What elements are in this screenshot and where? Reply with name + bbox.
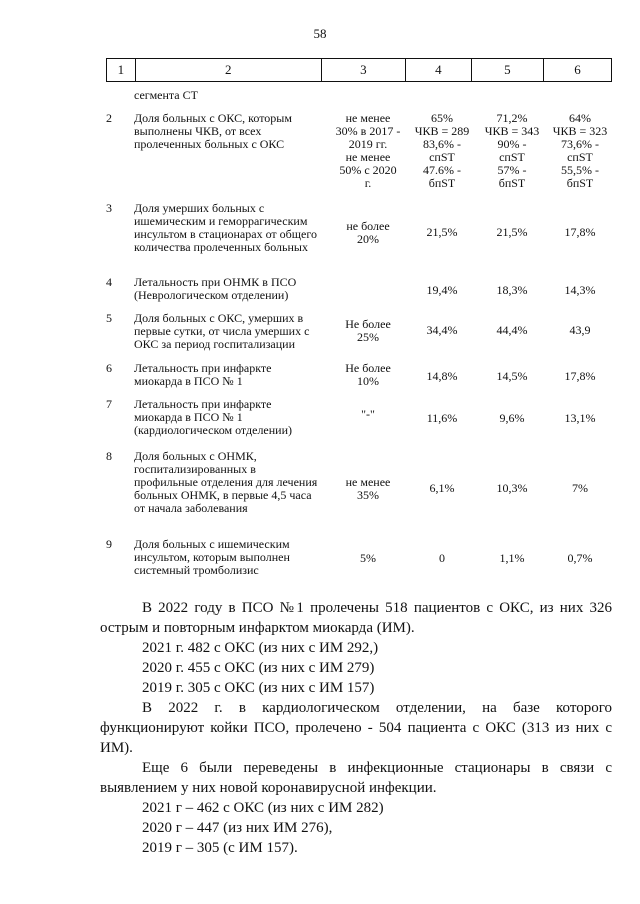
paragraph-2022-cardiology: В 2022 г. в кардиологическом отделении, на базе которого функционируют койки ПСО, пролечено - 504 пациента с ОКС (313 из них с ИМ). [100, 700, 612, 756]
value-col-5: 1,1% [499, 551, 525, 565]
header-cell-2: 2 [135, 59, 321, 82]
row-number: 3 [106, 201, 112, 215]
report-text [100, 598, 612, 858]
line-2021: 2021 г. 482 с ОКС (из них с ИМ 292,) [142, 640, 379, 656]
header-cell-6: 6 [543, 59, 611, 82]
value-col-4: 21,5% [426, 225, 458, 239]
row-number: 9 [106, 537, 112, 551]
value-col-5: 18,3% [496, 283, 528, 297]
value-col-6: 13,1% [564, 411, 596, 425]
value-col-5: 9,6% [499, 411, 525, 425]
value-col-5: 21,5% [496, 225, 528, 239]
value-col-4: 6,1% [429, 481, 455, 495]
value-col-6: 64% ЧКВ = 323 73,6% - спST 55,5% - бпST [552, 111, 608, 190]
value-col-5: 14,5% [496, 369, 528, 383]
paragraph-transfers: Еще 6 были переведены в инфекционные стационары в связи с выявлением у них новой коронавирусной инфекции. [100, 760, 612, 796]
header-cell-1: 1 [107, 59, 136, 82]
target-value: не менее 35% [345, 475, 391, 502]
line-2020-b: 2020 г – 447 (из них ИМ 276), [142, 820, 333, 836]
row-description: Летальность при ОНМК в ПСО (Неврологическом отделении) [134, 275, 297, 302]
row-description: Летальность при инфаркте миокарда в ПСО № 1 (кардиологическом отделении) [134, 397, 293, 437]
value-col-6: 43,9 [569, 323, 591, 337]
value-col-5: 10,3% [496, 481, 528, 495]
row-number: 6 [106, 361, 112, 375]
target-value: 5% [360, 551, 376, 565]
header-cell-4: 4 [405, 59, 471, 82]
row-number: 5 [106, 311, 112, 325]
line-2021-b: 2021 г – 462 с ОКС (из них с ИМ 282) [142, 800, 384, 816]
value-col-4: 0 [439, 551, 445, 565]
value-col-4: 19,4% [426, 283, 458, 297]
target-value: Не более 10% [345, 361, 391, 388]
line-2020: 2020 г. 455 с ОКС (из них с ИМ 279) [142, 660, 375, 676]
row-description: Доля больных с ОКС, которым выполнены ЧКВ, от всех пролеченных больных с ОКС [134, 111, 292, 151]
value-col-6: 7% [572, 481, 588, 495]
value-col-6: 17,8% [564, 369, 596, 383]
target-value: "-" [361, 407, 375, 421]
continuation-text: сегмента СТ [134, 88, 198, 102]
row-description: Доля больных с ОКС, умерших в первые сутки, от числа умерших с ОКС за период госпитализации [134, 311, 310, 351]
paragraph-2022-pso: В 2022 году в ПСО №1 пролечены 518 пациентов с ОКС, из них 326 острым и повторным инфарктом миокарда (ИМ). [100, 600, 612, 636]
target-value: не более 20% [346, 219, 390, 246]
row-number: 8 [106, 449, 112, 463]
row-description: Доля больных с ОНМК, госпитализированных в профильные отделения для лечения больных ОНМК, в первые 4,5 часа от начала заболевания [134, 449, 318, 515]
value-col-5: 71,2% ЧКВ = 343 90% - спST 57% - бпST [484, 111, 540, 190]
value-col-4: 11,6% [426, 411, 458, 425]
row-description: Доля больных с ишемическим инсультом, которым выполнен системный тромболизис [134, 537, 290, 577]
page-number: 58 [313, 26, 327, 41]
value-col-4: 34,4% [426, 323, 458, 337]
value-col-6: 14,3% [564, 283, 596, 297]
target-value: Не более 25% [345, 317, 391, 344]
value-col-5: 44,4% [496, 323, 528, 337]
value-col-6: 0,7% [567, 551, 593, 565]
header-cell-3: 3 [321, 59, 405, 82]
value-col-4: 14,8% [426, 369, 458, 383]
line-2019: 2019 г. 305 с ОКС (из них с ИМ 157) [142, 680, 375, 696]
target-value: не менее 30% в 2017 - 2019 гг. не менее 50% с 2020 г. [335, 111, 401, 190]
row-number: 2 [106, 111, 112, 125]
row-number: 4 [106, 275, 112, 289]
row-number: 7 [106, 397, 112, 411]
row-description: Доля умерших больных с ишемическим и геморрагическим инсультом в стационарах от общего количества пролеченных больных [134, 201, 317, 254]
value-col-4: 65% ЧКВ = 289 83,6% - спST 47.6% - бпST [414, 111, 470, 190]
row-description: Летальность при инфаркте миокарда в ПСО № 1 [134, 361, 272, 388]
column-header-table [106, 58, 612, 82]
value-col-6: 17,8% [564, 225, 596, 239]
header-cell-5: 5 [471, 59, 543, 82]
line-2019-b: 2019 г – 305 (с ИМ 157). [142, 840, 298, 856]
